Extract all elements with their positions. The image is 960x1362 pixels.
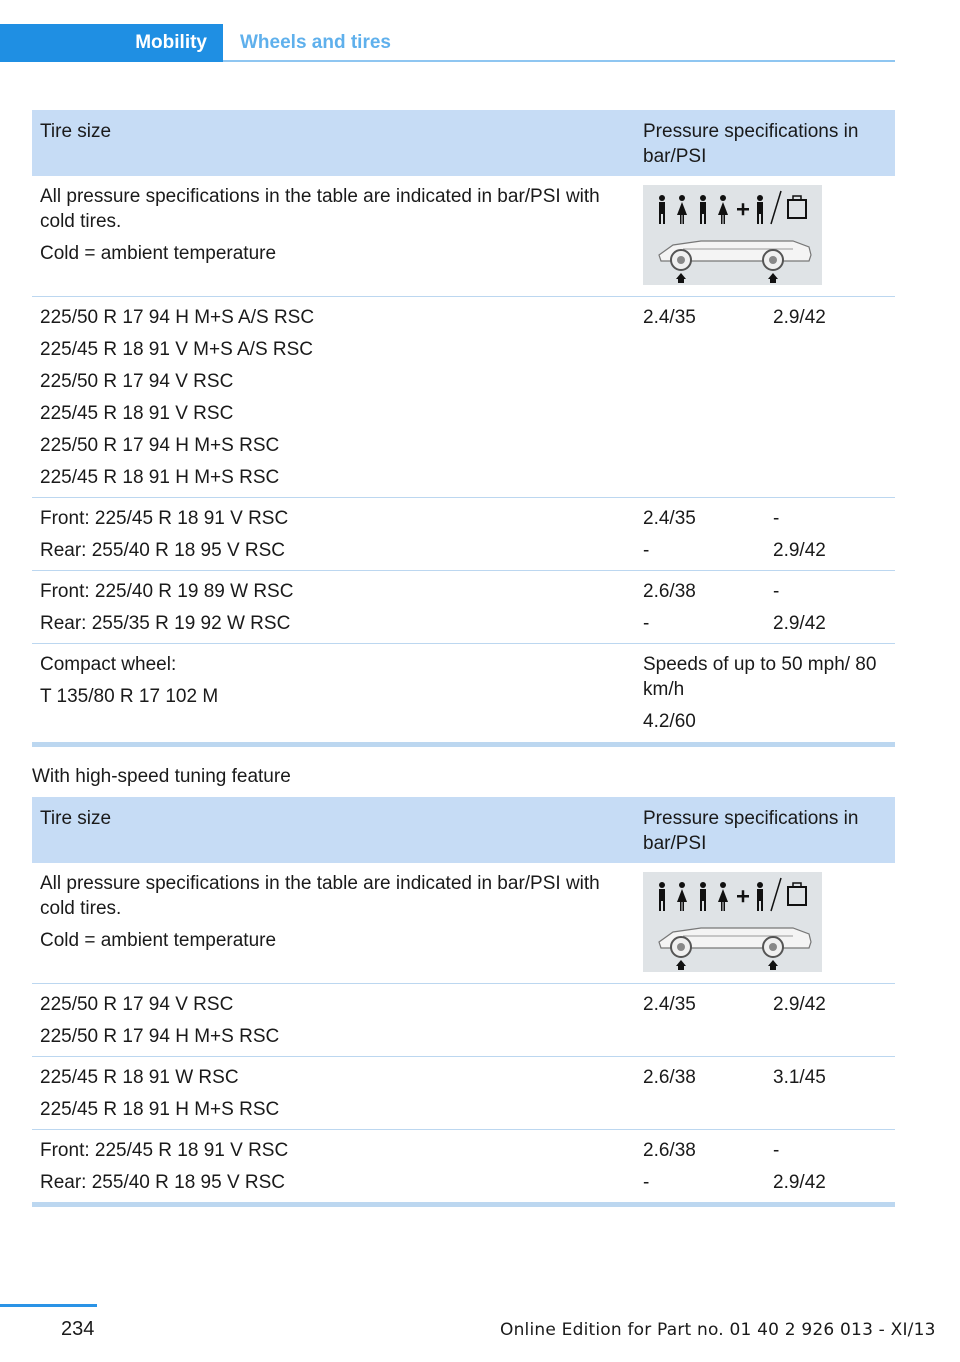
intro-text: All pressure specifications in the table are indicated in bar/PSI with cold tires. (40, 873, 600, 919)
table-row-intro (32, 863, 895, 984)
car-silhouette (659, 928, 811, 970)
speed-limit-note: Speeds of up to 50 mph/ 80 km/h (643, 654, 877, 700)
pressure-value: 4.2/60 (643, 711, 696, 732)
tire-size: 225/50 R 17 94 H M+S RSC (40, 1026, 280, 1047)
col-tire-size: Tire size (40, 808, 112, 829)
table-row (32, 498, 895, 571)
tire-size: Rear: 255/40 R 18 95 V RSC (40, 540, 286, 561)
pressure-loaded: 2.9/42 (773, 540, 826, 561)
table-caption: With high-speed tuning feature (32, 766, 291, 787)
tire-size: Front: 225/45 R 18 91 V RSC (40, 1140, 289, 1161)
passenger-icons (659, 191, 806, 224)
pressure-table-high-speed (32, 797, 895, 1207)
pressure-loaded: 2.9/42 (773, 613, 826, 634)
pressure-table-standard (32, 110, 895, 747)
tire-size: 225/50 R 17 94 H M+S RSC (40, 435, 280, 456)
tire-size: 225/50 R 17 94 V RSC (40, 371, 234, 392)
page-number: 234 (61, 1318, 95, 1340)
pressure-loaded: - (773, 581, 780, 602)
table-row (32, 571, 895, 644)
intro-text: All pressure specifications in the table are indicated in bar/PSI with cold tires. (40, 186, 600, 232)
tire-size: 225/50 R 17 94 V RSC (40, 994, 234, 1015)
section-tab (0, 24, 223, 62)
footer-rule (0, 1304, 97, 1307)
page-header (0, 24, 960, 62)
table-header (32, 797, 895, 863)
header-rule (223, 60, 895, 62)
car-silhouette (659, 241, 811, 283)
col-pressure-spec: Pressure specifications in bar/PSI (643, 121, 859, 167)
tire-size: Compact wheel: (40, 654, 177, 675)
pressure-normal: 2.4/35 (643, 994, 696, 1015)
table-header (32, 110, 895, 176)
table-row (32, 297, 895, 498)
passenger-icons (659, 878, 806, 911)
pressure-loaded: - (773, 1140, 780, 1161)
tire-size: Rear: 255/40 R 18 95 V RSC (40, 1172, 286, 1193)
intro-note: Cold = ambient temperature (40, 930, 277, 951)
intro-note: Cold = ambient temperature (40, 243, 277, 264)
tire-size: 225/45 R 18 91 H M+S RSC (40, 467, 280, 488)
tire-size: Front: 225/40 R 19 89 W RSC (40, 581, 294, 602)
tire-size: 225/50 R 17 94 H M+S A/S RSC (40, 307, 315, 328)
section-title: Mobility (135, 32, 207, 53)
pressure-loaded: 2.9/42 (773, 1172, 826, 1193)
car-load-icon (643, 185, 822, 285)
pressure-normal: 2.4/35 (643, 307, 696, 328)
tire-size: 225/45 R 18 91 H M+S RSC (40, 1099, 280, 1120)
pressure-loaded: 2.9/42 (773, 994, 826, 1015)
chapter-title: Wheels and tires (240, 32, 391, 53)
pressure-normal: 2.6/38 (643, 1140, 696, 1161)
pressure-normal: - (643, 613, 650, 634)
pressure-loaded: 3.1/45 (773, 1067, 826, 1088)
pressure-normal: 2.6/38 (643, 1067, 696, 1088)
table-row (32, 1130, 895, 1207)
pressure-normal: 2.6/38 (643, 581, 696, 602)
pressure-loaded: - (773, 508, 780, 529)
table-row-intro (32, 176, 895, 297)
tire-size: Front: 225/45 R 18 91 V RSC (40, 508, 289, 529)
table-row (32, 1057, 895, 1130)
tire-size: 225/45 R 18 91 W RSC (40, 1067, 239, 1088)
pressure-loaded: 2.9/42 (773, 307, 826, 328)
tire-size: 225/45 R 18 91 V M+S A/S RSC (40, 339, 314, 360)
col-tire-size: Tire size (40, 121, 112, 142)
table-row-compact-wheel (32, 644, 895, 747)
tire-size: 225/45 R 18 91 V RSC (40, 403, 234, 424)
edition-note: Online Edition for Part no. 01 40 2 926 013 - XI/13 (500, 1320, 936, 1340)
table-row (32, 984, 895, 1057)
pressure-normal: 2.4/35 (643, 508, 696, 529)
car-load-icon (643, 872, 822, 972)
pressure-normal: - (643, 540, 650, 561)
load-condition-illustration (643, 185, 822, 285)
tire-size: T 135/80 R 17 102 M (40, 686, 219, 707)
load-condition-illustration (643, 872, 822, 972)
tire-size: Rear: 255/35 R 19 92 W RSC (40, 613, 291, 634)
pressure-normal: - (643, 1172, 650, 1193)
col-pressure-spec: Pressure specifications in bar/PSI (643, 808, 859, 854)
